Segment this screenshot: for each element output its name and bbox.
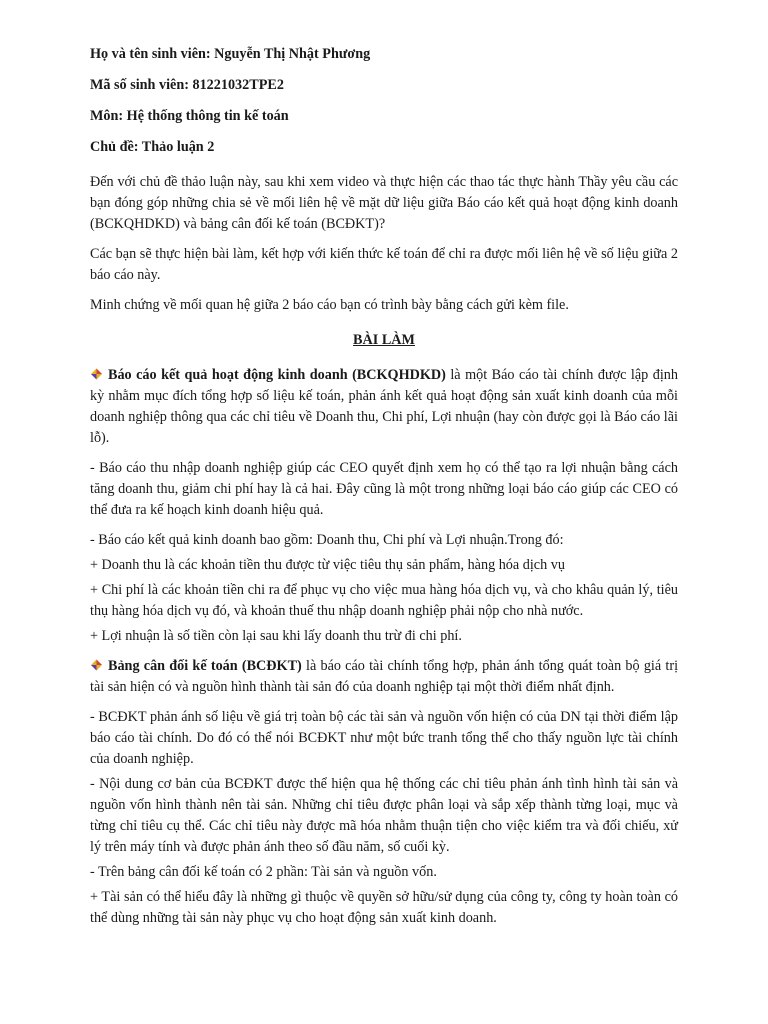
student-name: Nguyễn Thị Nhật Phương <box>214 46 371 62</box>
bckq-paragraph-4: + Chi phí là các khoản tiền chi ra để phục vụ cho việc mua hàng hóa dịch vụ, và cho khâu quản lý, tiêu thụ hàng hóa dịch vụ đó, và khoản thuế thu nhập doanh nghiệp phải nộp cho nhà nước. <box>90 582 678 619</box>
bckq-paragraph-5: + Lợi nhuận là số tiền còn lại sau khi lấy doanh thu trừ đi chi phí. <box>90 628 462 644</box>
section-title: BÀI LÀM <box>353 332 415 348</box>
bckq-paragraph-2: - Báo cáo kết quả kinh doanh bao gồm: Doanh thu, Chi phí và Lợi nhuận.Trong đó: <box>90 532 564 548</box>
intro-paragraph-1: Đến với chủ đề thảo luận này, sau khi xem video và thực hiện các thao tác thực hành Thầy yêu cầu các bạn đóng góp những chia sẻ về mối liên hệ về mặt dữ liệu giữa Báo cáo kết quả hoạt động kinh doanh (BCKQHDKD) và bảng cân đối kế toán (BCĐKT)? <box>90 174 678 232</box>
bckq-definition-text: là một Báo cáo tài chính được lập định kỳ nhằm mục đích tổng hợp số liệu kế toán, phản ánh kết quả hoạt động sản xuất kinh doanh của mỗi doanh nghiệp thông qua các chỉ tiêu về Doanh thu, Chi phí, Lợi nhuận (hay còn được gọi là Báo cáo lãi lỗ). <box>90 367 678 446</box>
diamond-bullet-icon <box>90 368 103 380</box>
topic-line <box>90 137 678 158</box>
student-id: 81221032TPE2 <box>192 77 284 93</box>
diamond-bullet-icon <box>90 659 103 671</box>
bcdkt-paragraph-1: - BCĐKT phản ánh số liệu về giá trị toàn bộ các tài sản và nguồn vốn hiện có của DN tại thời điểm lập báo cáo tài chính. Do đó có thể nói BCĐKT như một bức tranh tổng thể cho thấy nguồn lực tài chính của doanh nghiệp. <box>90 709 678 767</box>
bckq-definition <box>90 365 678 449</box>
intro-paragraph-2: Các bạn sẽ thực hiện bài làm, kết hợp với kiến thức kế toán để chỉ ra được mối liên hệ về số liệu giữa 2 báo cáo này. <box>90 246 678 283</box>
bckq-term: Báo cáo kết quả hoạt động kinh doanh (BCKQHDKD) <box>108 367 446 383</box>
intro-paragraph-3: Minh chứng về mối quan hệ giữa 2 báo cáo bạn có trình bày bằng cách gửi kèm file. <box>90 297 569 313</box>
subject-label: Môn: <box>90 108 124 124</box>
bckq-paragraph-3: + Doanh thu là các khoản tiền thu được từ việc tiêu thụ sản phẩm, hàng hóa dịch vụ <box>90 557 565 573</box>
bcdkt-paragraph-4: + Tài sản có thể hiểu đây là những gì thuộc về quyền sở hữu/sử dụng của công ty, công ty hoàn toàn có thể dùng những tài sản này phục vụ cho hoạt động sản xuất kinh doanh. <box>90 889 678 926</box>
topic: Thảo luận 2 <box>141 139 215 155</box>
document-page <box>90 44 678 938</box>
bcdkt-definition-text: là báo cáo tài chính tổng hợp, phản ánh tổng quát toàn bộ giá trị tài sản hiện có và nguồn hình thành tài sản đó của doanh nghiệp tại một thời điểm nhất định. <box>90 658 679 695</box>
bcdkt-paragraph-3: - Trên bảng cân đối kế toán có 2 phần: Tài sản và nguồn vốn. <box>90 864 437 880</box>
subject-line <box>90 106 678 127</box>
topic-label: Chủ đề: <box>90 139 139 155</box>
bcdkt-paragraph-2: - Nội dung cơ bản của BCĐKT được thể hiện qua hệ thống các chỉ tiêu phản ánh tình hình tài sản và nguồn vốn hình thành nên tài sản. Những chỉ tiêu được phân loại và sắp xếp thành từng loại, mục và từng chỉ tiêu cụ thể. Các chỉ tiêu này được mã hóa nhằm thuận tiện cho việc kiểm tra và đối chiếu, xử lý trên máy tính và được phản ánh theo số đầu năm, số cuối kỳ. <box>90 776 678 855</box>
student-id-label: Mã số sinh viên: <box>90 77 189 93</box>
student-name-line <box>90 44 678 65</box>
student-name-label: Họ và tên sinh viên: <box>90 46 211 62</box>
bckq-paragraph-1: - Báo cáo thu nhập doanh nghiệp giúp các CEO quyết định xem họ có thể tạo ra lợi nhuận bằng cách tăng doanh thu, giảm chi phí hay là cả hai. Đây cũng là một trong những loại báo cáo giúp các CEO có thể đưa ra kế hoạch kinh doanh hiệu quả. <box>90 460 678 518</box>
subject: Hệ thống thông tin kế toán <box>126 108 289 124</box>
bcdkt-term: Bảng cân đối kế toán (BCĐKT) <box>108 658 302 674</box>
bcdkt-definition <box>90 656 678 698</box>
student-id-line <box>90 75 678 96</box>
